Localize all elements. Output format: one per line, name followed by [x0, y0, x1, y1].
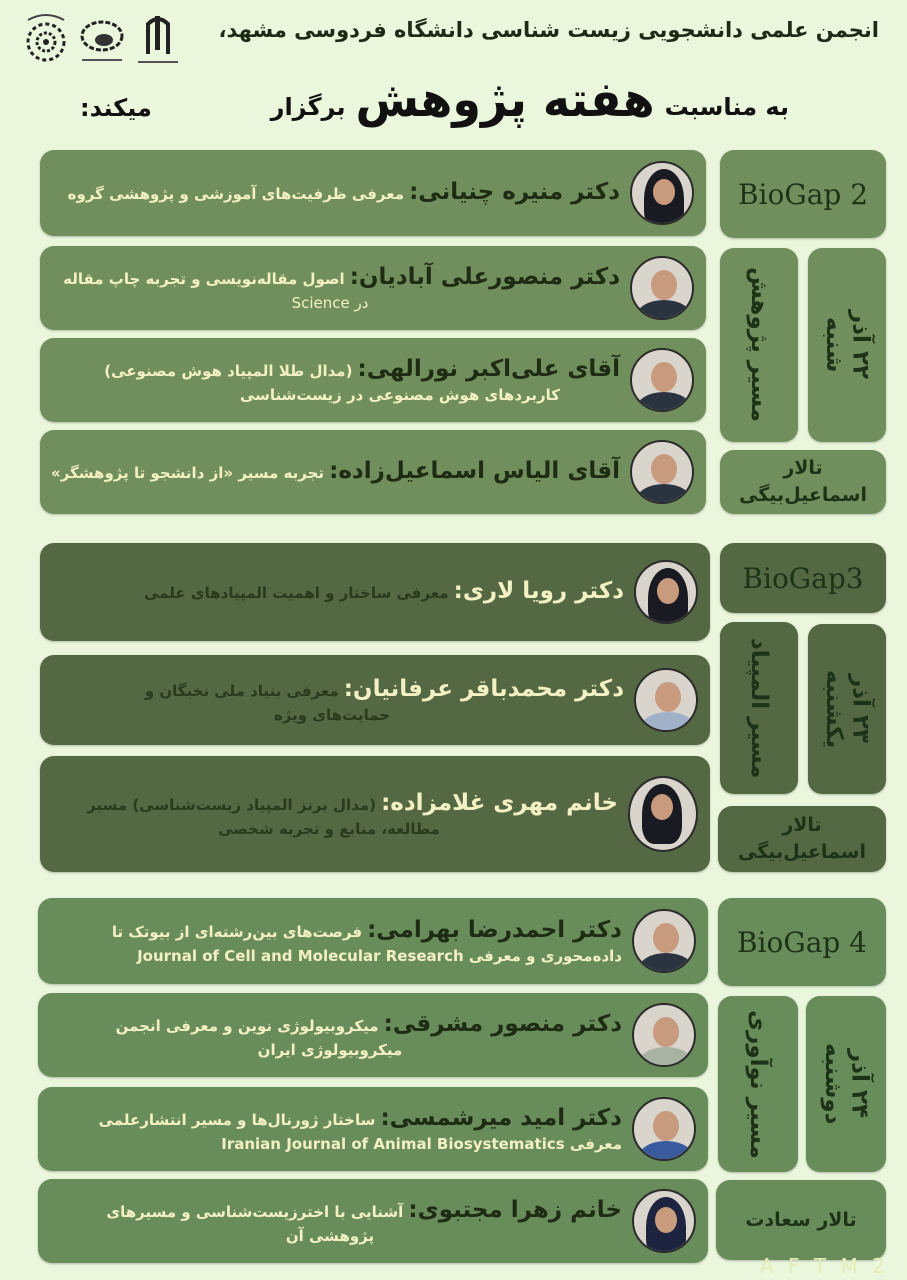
talk-topic-line2: کاربردهای هوش مصنوعی در زیست‌شناسی	[239, 386, 560, 405]
biogap-label: BioGap3	[720, 543, 886, 613]
day-text: دوشنبه	[820, 1043, 846, 1125]
talk-card	[40, 430, 706, 514]
speaker-name: آقای علی‌اکبر نورالهی:	[357, 356, 620, 383]
talk-topic: (مدال برنز المپیاد زیست‌شناسی) مسیر	[87, 796, 376, 815]
track-label	[718, 996, 798, 1172]
talk-topic-line2: مطالعه، منابع و تجربه شخصی	[218, 820, 440, 839]
speaker-avatar	[632, 1003, 696, 1067]
speaker-avatar	[628, 776, 698, 852]
track-text: مسیر المپیاد	[746, 637, 773, 779]
talk-card	[38, 1179, 708, 1263]
track-label	[720, 622, 798, 794]
track-text: مسیر نوآوری	[745, 1009, 772, 1159]
speaker-avatar	[630, 440, 694, 504]
talk-topic: معرفی ساختار و اهمیت المپیادهای علمی	[144, 584, 449, 603]
event-title: هفته پژوهش	[355, 70, 655, 128]
hall-label	[718, 806, 886, 872]
hall-line1: تالار سعادت	[745, 1208, 857, 1231]
talk-card	[40, 543, 710, 641]
talk-topic: آشنایی با اخترزیست‌شناسی و مسیرهای	[106, 1203, 404, 1222]
hall-line2: اسماعیل‌بیگی	[738, 841, 866, 863]
date-label	[806, 996, 886, 1172]
day-text: یکشنبه	[821, 669, 847, 749]
talk-topic: میکروبیولوژی نوین و معرفی انجمن	[115, 1017, 379, 1036]
date-label	[808, 624, 886, 794]
talk-topic: اصول مقاله‌نویسی و تجربه چاپ مقاله	[63, 270, 345, 289]
circular-emblem-logo	[22, 10, 70, 68]
title-suffix: برگزار	[270, 93, 346, 121]
talk-card	[40, 338, 706, 422]
biogap-label: BioGap 4	[718, 898, 886, 986]
day-text: شنبه	[821, 317, 847, 373]
talk-topic-line2: پژوهشی آن	[285, 1227, 375, 1246]
speaker-name: خانم مهری غلامزاده:	[381, 790, 618, 817]
hall-line1: تالار	[782, 814, 822, 837]
talk-card	[40, 246, 706, 330]
organizer-text: انجمن علمی دانشجویی زیست شناسی دانشگاه فردوسی مشهد،	[218, 18, 879, 42]
track-text: مسیر پژوهش	[746, 267, 773, 423]
speaker-avatar	[632, 1097, 696, 1161]
talk-card	[38, 1087, 708, 1171]
speaker-avatar	[634, 668, 698, 732]
talk-topic-line2: میکروبیولوژی ایران	[257, 1041, 403, 1060]
speaker-name: خانم زهرا مجتبوی:	[408, 1197, 622, 1224]
speaker-avatar	[632, 909, 696, 973]
talk-card	[40, 150, 706, 236]
hall-line1: تالار	[783, 457, 823, 480]
biology-association-logo	[78, 10, 126, 68]
speaker-avatar	[634, 560, 698, 624]
track-label	[720, 248, 798, 442]
speaker-avatar	[632, 1189, 696, 1253]
speaker-name: دکتر رویا لاری:	[453, 578, 624, 605]
talk-topic-line2: در Science	[291, 294, 369, 313]
talk-topic: معرفی بنیاد ملی نخبگان و	[144, 682, 339, 701]
talk-topic: تجربه مسیر «از دانشجو تا پژوهشگر»	[51, 464, 325, 483]
date-label	[808, 248, 886, 442]
talk-card	[40, 756, 710, 872]
talk-topic: معرفی ظرفیت‌های آموزشی و پژوهشی گروه	[67, 185, 405, 204]
hall-label	[720, 450, 886, 514]
hall-label	[716, 1180, 886, 1260]
talk-card	[38, 993, 708, 1077]
watermark: A F T M 2	[760, 1254, 889, 1278]
date-text: ۲۲ آذر	[847, 310, 874, 380]
date-text: ۲۴ آذر	[846, 1049, 873, 1119]
speaker-name: دکتر منصورعلی آبادیان:	[349, 264, 620, 291]
university-logo	[134, 10, 182, 68]
talk-topic: (مدال طلا المپیاد هوش مصنوعی)	[104, 362, 353, 381]
poster-header	[0, 0, 907, 140]
speaker-name: دکتر محمدباقر عرفانیان:	[343, 676, 624, 703]
talk-topic: فرصت‌های بین‌رشته‌ای از بیوتک تا	[111, 923, 363, 942]
talk-topic-line2: حمایت‌های ویژه	[273, 706, 391, 725]
title-prefix: به مناسبت	[664, 93, 789, 121]
logos	[22, 10, 182, 68]
speaker-avatar	[630, 256, 694, 320]
speaker-name: دکتر منصور مشرقی:	[383, 1011, 622, 1038]
talk-card	[38, 898, 708, 984]
speaker-name: آقای الیاس اسماعیل‌زاده:	[329, 458, 620, 485]
speaker-name: دکتر امید میرشمسی:	[380, 1105, 622, 1132]
hall-line2: اسماعیل‌بیگی	[739, 484, 867, 506]
talk-topic: ساختار ژورنال‌ها و مسیر انتشارعلمی	[98, 1111, 376, 1130]
speaker-avatar	[630, 348, 694, 412]
speaker-name: دکتر منیره چنیانی:	[409, 179, 620, 206]
date-text: ۲۳ آذر	[847, 674, 874, 744]
speaker-avatar	[630, 161, 694, 225]
talk-topic-line2: داده‌محوری و معرفی Journal of Cell and Molecular Research	[137, 947, 622, 966]
talk-topic-line2: معرفی Iranian Journal of Animal Biosystematics	[221, 1135, 622, 1154]
event-title-line	[271, 72, 789, 126]
talk-card	[40, 655, 710, 745]
biogap-label: BioGap 2	[720, 150, 886, 238]
title-line3: میکند:	[80, 94, 152, 122]
speaker-name: دکتر احمدرضا بهرامی:	[367, 917, 622, 944]
